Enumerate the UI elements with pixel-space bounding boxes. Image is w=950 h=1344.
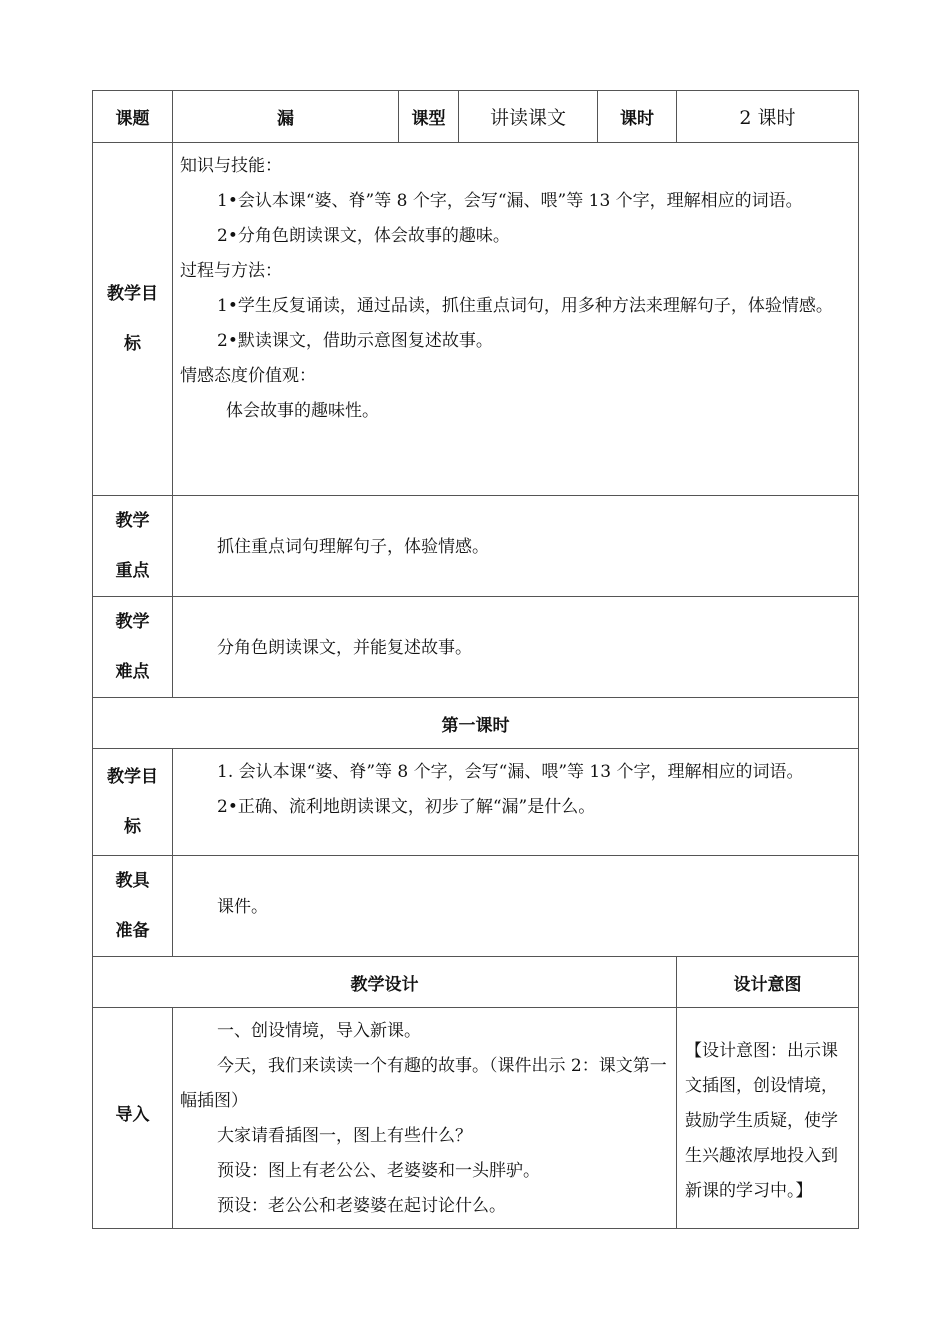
lesson1-objectives-line: 2•正确、流利地朗读课文，初步了解“漏”是什么。 <box>217 797 596 817</box>
objectives-line: 知识与技能： <box>180 156 282 176</box>
objectives-line: 2•默读课文，借助示意图复述故事。 <box>217 331 493 351</box>
lesson1-objectives-label <box>93 749 173 856</box>
objectives-line: 体会故事的趣味性。 <box>226 401 379 421</box>
difficulties-row <box>93 597 859 698</box>
intro-line: 预设：图上有老公公、老婆婆和一头胖驴。 <box>217 1161 540 1181</box>
key-points-label-line1: 教学 <box>115 511 150 531</box>
objectives-label-line2: 标 <box>124 334 141 354</box>
objectives-line: 过程与方法： <box>180 261 282 281</box>
section-title-row <box>93 698 859 749</box>
difficulties-label-line2: 难点 <box>115 662 150 682</box>
objectives-line: 1•会认本课“婆、脊”等 8 个字，会写“漏、喂”等 13 个字，理解相应的词语。 <box>217 191 803 211</box>
lesson1-objectives-row <box>93 749 859 856</box>
lesson-plan-table <box>92 90 859 1229</box>
lesson1-objectives-label-line2: 标 <box>124 817 141 837</box>
objectives-content <box>173 143 859 496</box>
materials-label-line1: 教具 <box>115 871 150 891</box>
key-points-label <box>93 496 173 597</box>
design-header: 教学设计 <box>93 957 677 1008</box>
materials-row <box>93 856 859 957</box>
difficulties-label <box>93 597 173 698</box>
objectives-line: 情感态度价值观： <box>180 366 316 386</box>
intent-header: 设计意图 <box>677 957 859 1008</box>
objectives-row <box>93 143 859 496</box>
objectives-line: 2•分角色朗读课文，体会故事的趣味。 <box>217 226 510 246</box>
lesson-plan-page <box>92 90 858 1229</box>
type-value: 讲读课文 <box>459 91 598 143</box>
intro-line: 大家请看插图一，图上有些什么？ <box>217 1126 472 1146</box>
intro-content <box>173 1008 677 1229</box>
materials-text: 课件。 <box>173 856 859 957</box>
header-row <box>93 91 859 143</box>
materials-label <box>93 856 173 957</box>
intro-line: 一、创设情境，导入新课。 <box>217 1021 421 1041</box>
objectives-line: 1•学生反复诵读，通过品读，抓住重点词句，用多种方法来理解句子，体验情感。 <box>217 296 833 316</box>
objectives-label-line1: 教学目 <box>107 284 158 304</box>
key-points-row <box>93 496 859 597</box>
difficulties-text: 分角色朗读课文，并能复述故事。 <box>173 597 859 698</box>
hours-label: 课时 <box>598 91 677 143</box>
intro-intent: 【设计意图：出示课文插图，创设情境，鼓励学生质疑，使学生兴趣浓厚地投入到新课的学习中。】 <box>677 1008 859 1229</box>
section-title: 第一课时 <box>93 698 859 749</box>
difficulties-label-line1: 教学 <box>115 612 150 632</box>
key-points-text: 抓住重点词句理解句子，体验情感。 <box>173 496 859 597</box>
key-points-label-line2: 重点 <box>115 561 150 581</box>
intro-line: 预设：老公公和老婆婆在起讨论什么。 <box>217 1196 506 1216</box>
intro-label: 导入 <box>93 1008 173 1229</box>
hours-value: 2 课时 <box>677 91 859 143</box>
lesson1-objectives-content <box>173 749 859 856</box>
topic-label: 课题 <box>93 91 173 143</box>
lesson1-objectives-line: 1. 会认本课“婆、脊”等 8 个字，会写“漏、喂”等 13 个字，理解相应的词语。 <box>217 762 804 782</box>
type-label: 课型 <box>399 91 459 143</box>
objectives-label <box>93 143 173 496</box>
materials-label-line2: 准备 <box>115 921 150 941</box>
lesson1-objectives-label-line1: 教学目 <box>107 767 158 787</box>
intro-row <box>93 1008 859 1229</box>
intro-line: 今天，我们来读读一个有趣的故事。（课件出示 2：课文第一幅插图） <box>180 1056 667 1111</box>
topic-value: 漏 <box>173 91 399 143</box>
design-header-row <box>93 957 859 1008</box>
